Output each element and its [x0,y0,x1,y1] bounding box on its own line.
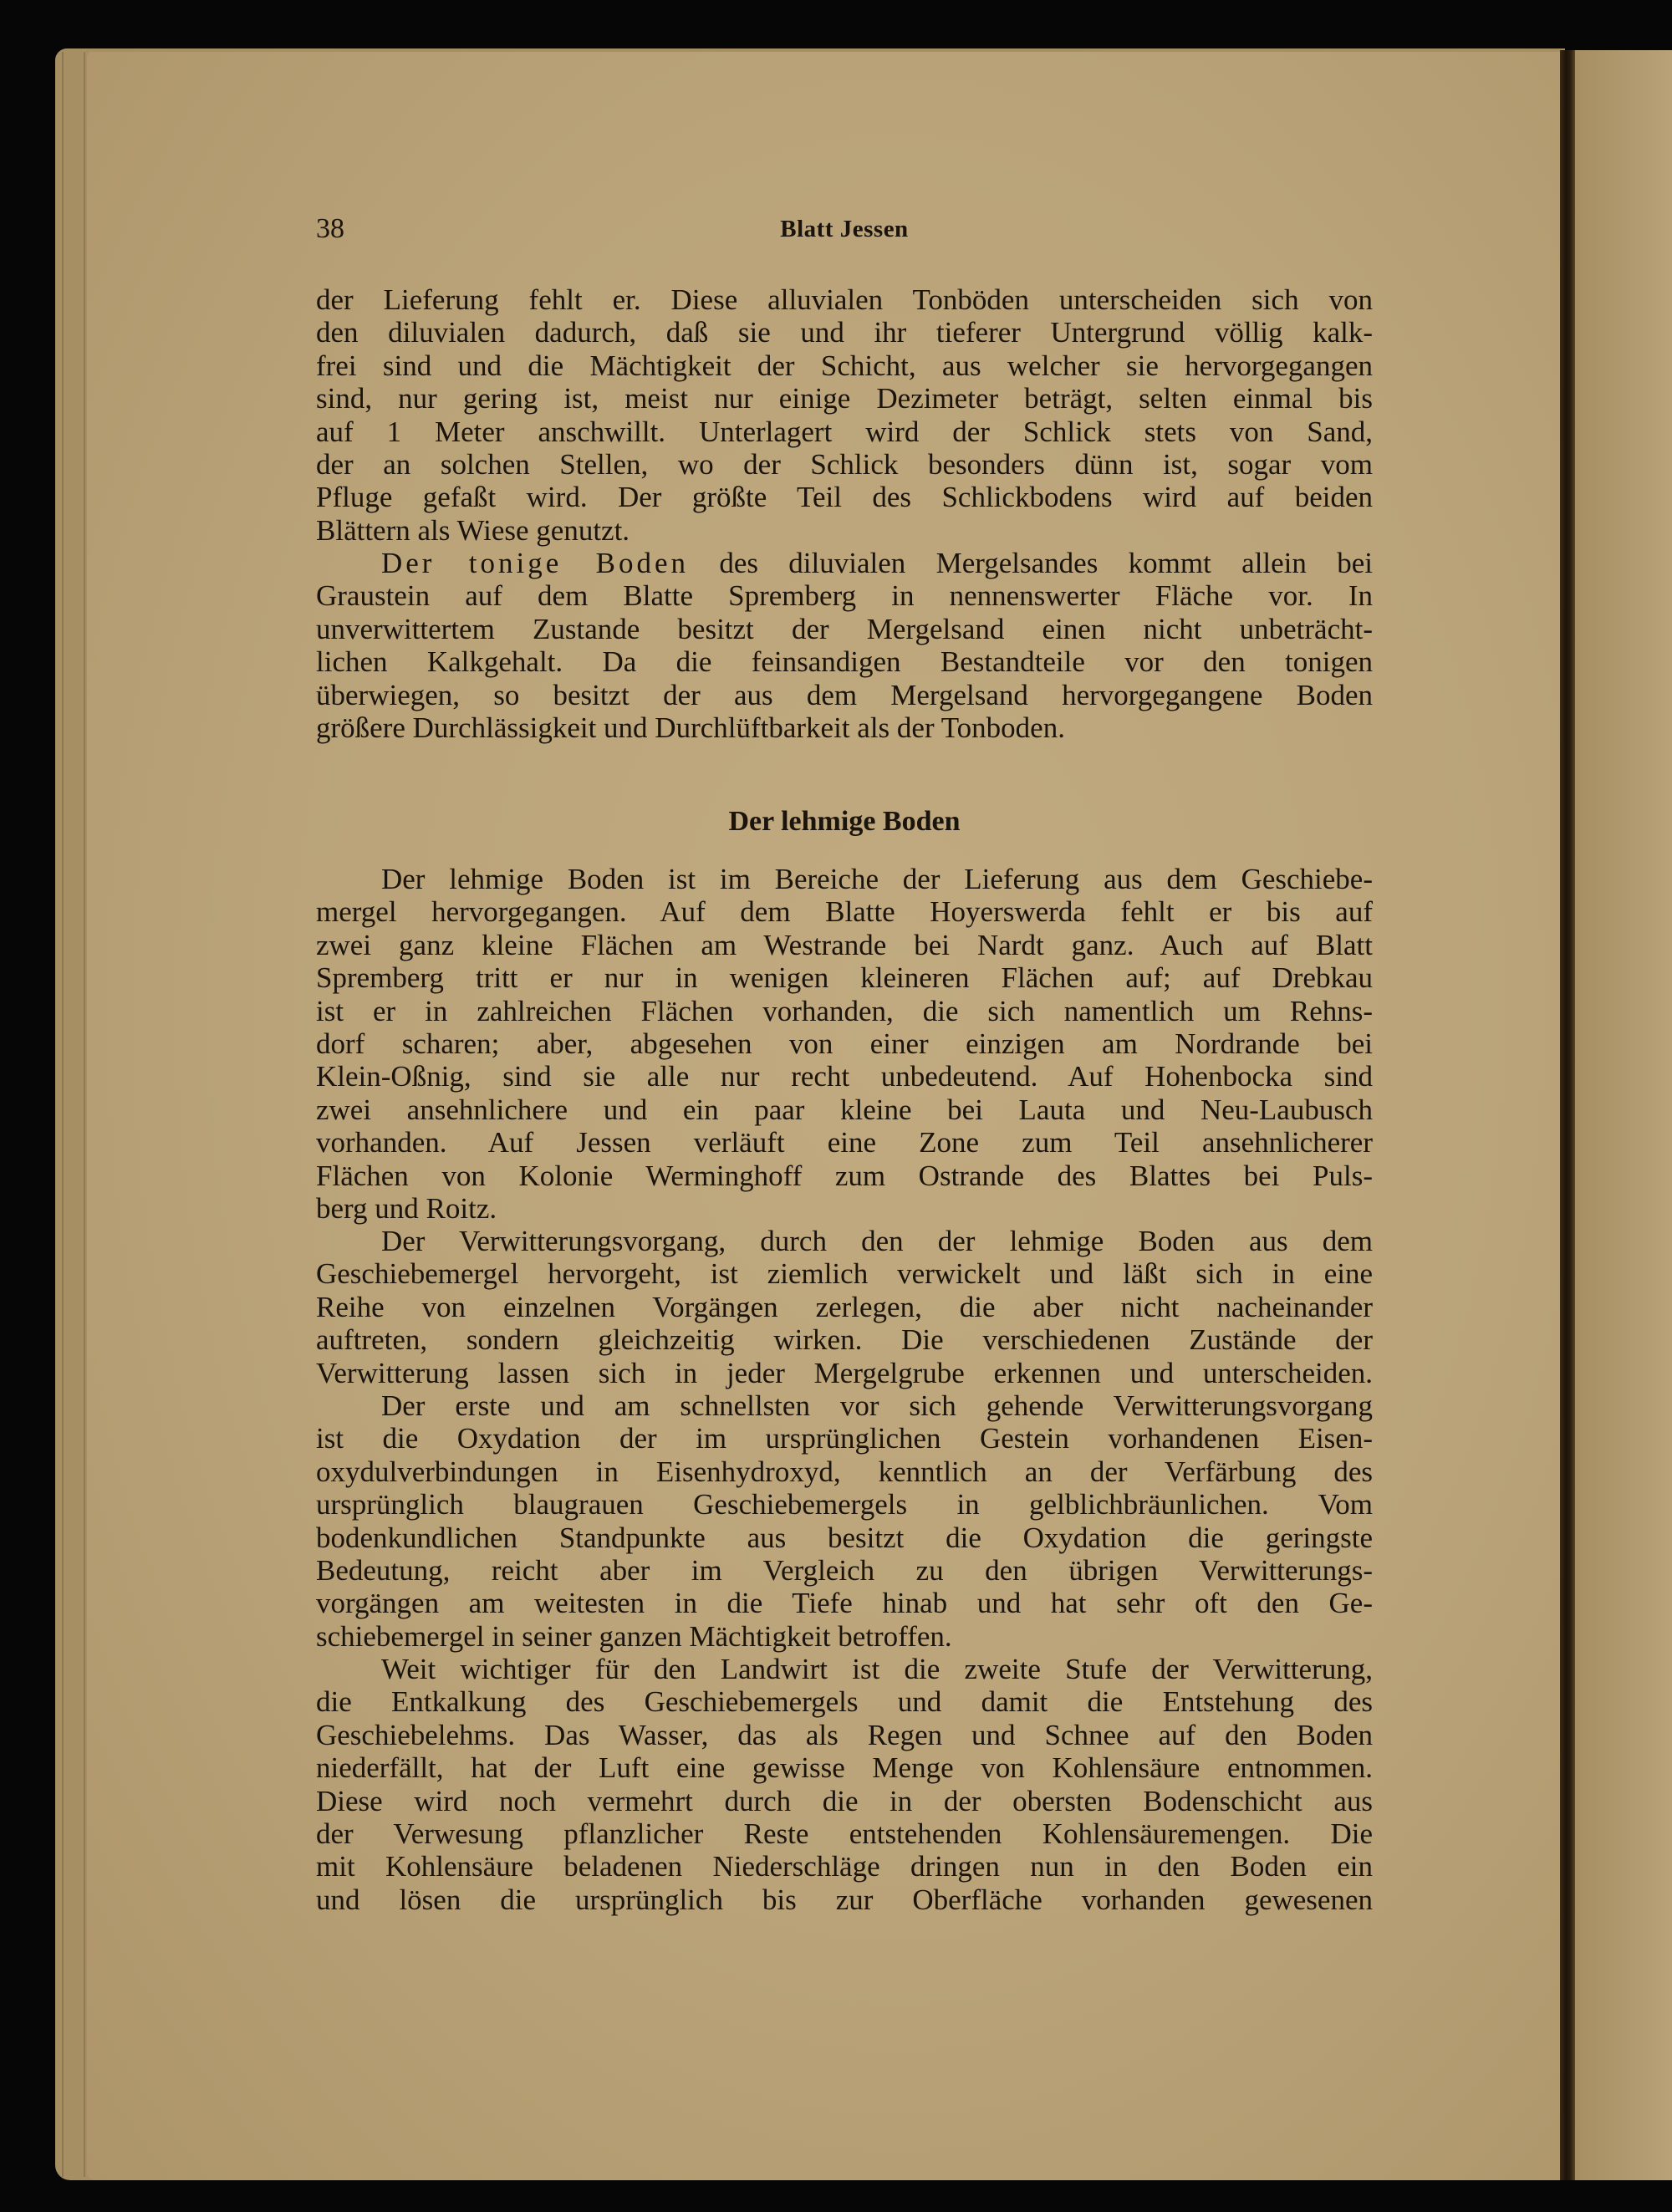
running-title: Blatt Jessen [780,216,909,242]
text-line: berg und Roitz. [316,1191,497,1225]
text-line: vorhanden. Auf Jessen verläuft eine Zone zum Teil ansehnlicherer [316,1126,1373,1160]
text-line: Der Verwitterungsvorgang, durch den der lehmige Boden aus dem [381,1225,1373,1257]
right-page-strip [1575,50,1672,2180]
text-line: die Entkalkung des Geschiebemergels und damit die Entstehung des [316,1685,1373,1719]
text-line: lichen Kalkgehalt. Da die feinsandigen Bestandteile vor den tonigen [316,645,1373,679]
text-line: auf 1 Meter anschwillt. Unterlagert wird der Schlick stets von Sand, [316,415,1373,448]
paragraph-2 [316,547,1373,744]
section-paragraph-2 [316,1225,1373,1389]
page-edge-lines [62,52,85,2177]
text-line: oxydulverbindungen in Eisenhydroxyd, kenntlich an der Verfärbung des [316,1455,1373,1488]
text-line: zwei ganz kleine Flächen am Westrande bei Nardt ganz. Auch auf Blatt [316,928,1373,961]
section-paragraph-4 [316,1653,1373,1916]
text-line: und lösen die ursprünglich bis zur Oberfläche vorhanden gewesenen [316,1883,1373,1916]
page-number: 38 [316,213,344,244]
text-line: mergel hervorgegangen. Auf dem Blatte Hoyerswerda fehlt er bis auf [316,895,1373,929]
text-line: vorgängen am weitesten in die Tiefe hinab und hat sehr oft den Ge- [316,1587,1373,1620]
text-line: dorf scharen; aber, abgesehen von einer einzigen am Nordrande bei [316,1027,1373,1060]
text-line: schiebemergel in seiner ganzen Mächtigkeit betroffen. [316,1619,952,1653]
text-line: unverwittertem Zustande besitzt der Mergelsand einen nicht unbeträcht- [316,612,1373,645]
text-line: Geschiebelehms. Das Wasser, das als Regen und Schnee auf den Boden [316,1718,1373,1751]
book-gutter [1560,50,1575,2180]
text-line: Diese wird noch vermehrt durch die in der obersten Bodenschicht aus [316,1784,1373,1817]
text-line: ist die Oxydation der im ursprünglichen Gestein vorhandenen Eisen- [316,1422,1373,1455]
text-line: Klein-Oßnig, sind sie alle nur recht unbedeutend. Auf Hohenbocka sind [316,1060,1373,1093]
text-line: ist er in zahlreichen Flächen vorhanden, die sich namentlich um Rehns- [316,994,1373,1027]
text-line: niederfällt, hat der Luft eine gewisse Menge von Kohlensäure entnommen. [316,1751,1373,1785]
text-line: größere Durchlässigkeit und Durchlüftbarkeit als der Tonboden. [316,711,1065,744]
text-line: ursprünglich blaugrauen Geschiebemergels in gelblichbräunlichen. Vom [316,1488,1373,1521]
text-line: frei sind und die Mächtigkeit der Schicht, aus welcher sie hervorgegangen [316,349,1373,382]
spaced-emphasis: Der tonige Boden [381,547,689,579]
section-heading: Der lehmige Boden [728,806,961,837]
text-line: Spremberg tritt er nur in wenigen kleineren Flächen auf; auf Drebkau [316,961,1373,995]
text-line: zwei ansehnlichere und ein paar kleine bei Lauta und Neu-Laubusch [316,1093,1373,1126]
text-line: Der tonige Boden des diluvialen Mergelsandes kommt allein bei [381,547,1373,579]
text-line: der Verwesung pflanzlicher Reste entstehenden Kohlensäuremengen. Die [316,1817,1373,1850]
text-line: Reihe von einzelnen Vorgängen zerlegen, die aber nicht nacheinander [316,1290,1373,1323]
text-line: Flächen von Kolonie Werminghoff zum Ostrande des Blattes bei Puls- [316,1159,1373,1192]
text-line: Pfluge gefaßt wird. Der größte Teil des Schlickbodens wird auf beiden [316,481,1373,514]
text-line: bodenkundlichen Standpunkte aus besitzt die Oxydation die geringste [316,1521,1373,1554]
text-line: Weit wichtiger für den Landwirt ist die zweite Stufe der Verwitterung, [381,1653,1373,1685]
text-line: der an solchen Stellen, wo der Schlick besonders dünn ist, sogar vom [316,447,1373,481]
text-line: Der erste und am schnellsten vor sich gehende Verwitterungsvorgang [381,1389,1373,1422]
section-paragraph-3 [316,1389,1373,1653]
text-line: mit Kohlensäure beladenen Niederschläge dringen nun in den Boden ein [316,1850,1373,1883]
text-line: auftreten, sondern gleichzeitig wirken. Die verschiedenen Zustände der [316,1323,1373,1357]
text-line: sind, nur gering ist, meist nur einige Dezimeter beträgt, selten einmal bis [316,382,1373,415]
text-line: überwiegen, so besitzt der aus dem Mergelsand hervorgegangene Boden [316,678,1373,711]
text-line: den diluvialen dadurch, daß sie und ihr tieferer Untergrund völlig kalk- [316,316,1373,349]
text-line: Graustein auf dem Blatte Spremberg in nennenswerter Fläche vor. In [316,579,1373,613]
text-line: der Lieferung fehlt er. Diese alluvialen Tonböden unterscheiden sich von [316,283,1373,316]
text-line: Blättern als Wiese genutzt. [316,513,630,547]
text-line: Verwitterung lassen sich in jeder Mergelgrube erkennen und unterscheiden. [316,1356,1373,1389]
text-line: Bedeutung, reicht aber im Vergleich zu den übrigen Verwitterungs- [316,1553,1373,1587]
text-line: Der lehmige Boden ist im Bereiche der Lieferung aus dem Geschiebe- [381,863,1373,895]
running-header [316,212,1373,246]
section-paragraph-1 [316,863,1373,1225]
text-line: Geschiebemergel hervorgeht, ist ziemlich verwickelt und läßt sich in eine [316,1257,1373,1291]
paragraph-1 [316,283,1373,547]
